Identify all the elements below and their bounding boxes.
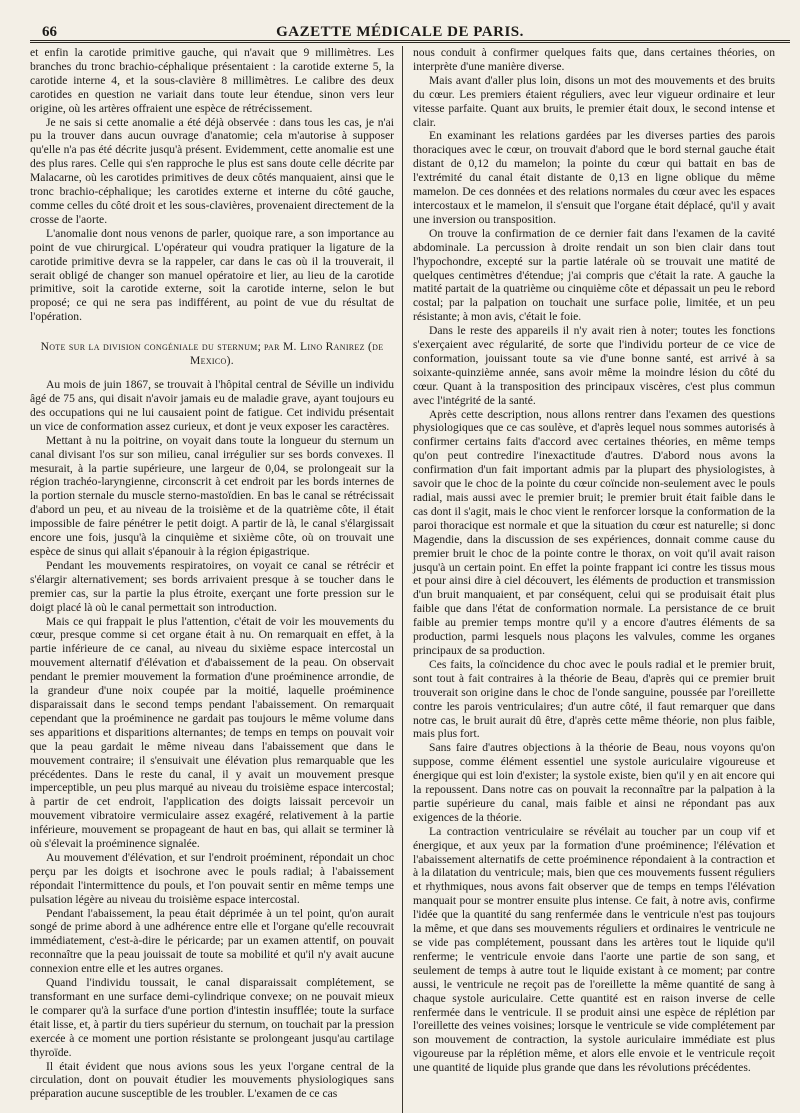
header-rule bbox=[30, 40, 790, 43]
paragraph: Au mois de juin 1867, se trouvait à l'hôpital central de Séville un individu âgé de 75 ans, qui disait n'avoir jamais eu de maladie grave, ayant toujours eu des occupations qui ne lui causaient point de fatigue. Cet individu présentait un vice de conformation assez curieux, et dont je veux exposer les caractères. bbox=[30, 378, 394, 433]
paragraph: Je ne sais si cette anomalie a été déjà observée : dans tous les cas, je n'ai pu la trouver dans aucun ouvrage d'anatomie; cela m'autorise à supposer qu'elle n'a pas été décrite jusqu'à présent. Evidemment, cette anomalie est une des plus rares. Celle qui s'en rapproche le plus est sans doute celle décrite par Malacarne, où les carotides primitives de deux côtés manquaient, ainsi que le tronc brachio-céphalique; les carotides externe et interne du côté gauche, comme celles du côté droit et les sous-clavières, provenaient directement de la crosse de l'aorte. bbox=[30, 115, 394, 226]
paragraph: Pendant les mouvements respiratoires, on voyait ce canal se rétrécir et s'élargir alternativement; ses bords arrivaient presque à se toucher dans le premier cas, sur la partie la plus étroite, exerçant une forte pression sur le doigt placé là où le canal permettait son introduction. bbox=[30, 558, 394, 614]
paragraph: En examinant les relations gardées par les diverses parties des parois thoraciques avec le cœur, on trouvait d'abord que le bord sternal gauche était distant de 0,12 du mamelon; la pointe du cœur qui battait en bas de l'extrémité du canal était distante de 0,13 en ligne oblique du même mamelon. De ces données et des relations normales du cœur avec les espaces intercostaux et le mamelon, il s'ensuit que l'organe était déplacé, qu'il y avait une inversion ou transposition. bbox=[413, 129, 775, 226]
article-title: Note sur la division congéniale du sternum; bbox=[40, 340, 262, 354]
text-columns bbox=[30, 46, 790, 1113]
paragraph: Mais avant d'aller plus loin, disons un mot des mouvements et des bruits du cœur. Les premiers étaient réguliers, avec leur vigueur ordinaire et leur vitesse parfaite. Quant aux bruits, le premier était doux, le second intense et clair. bbox=[413, 73, 775, 129]
running-title: GAZETTE MÉDICALE DE PARIS. bbox=[276, 24, 524, 40]
article-author: par M. Lino Ranirez (de Mexico). bbox=[190, 340, 384, 368]
paragraph: Sans faire d'autres objections à la théorie de Beau, nous voyons qu'on suppose, comme élément essentiel une systole auriculaire vigoureuse et énergique qui est loin d'exister; la systole existe, bien qu'il y en ait encore qui la repoussent. Dans notre cas on pouvait la reconnaître par la palpation à la partie supérieure du canal, mais faible et ainsi ne répondant pas aux exigences de la théorie. bbox=[413, 741, 775, 824]
column-divider bbox=[402, 46, 403, 1113]
paragraph: Pendant l'abaissement, la peau était déprimée à un tel point, qu'on aurait songé de prime abord à une adhérence entre elle et l'organe qu'elle recouvrait immédiatement, c'est-à-dire le péricarde; par un examen attentif, on pouvait reconnaître que la peau jouissait de toute sa mobilité et qu'il n'y avait aucune connexion entre elle et les autres organes. bbox=[30, 906, 394, 976]
article-heading bbox=[34, 340, 390, 368]
paragraph: nous conduit à confirmer quelques faits que, dans certaines théories, on interprète d'une manière diverse. bbox=[413, 46, 775, 73]
paragraph: Mais ce qui frappait le plus l'attention, c'était de voir les mouvements du cœur, presque comme si cet organe était à nu. On remarquait en effet, à la partie inférieure de ce canal, au niveau du sixième espace intercostal un mouvement alternatif d'élévation et d'abaissement de la peau. On observait pendant le premier mouvement la formation d'une proéminence arrondie, de la grandeur d'une noix coupée par la moitié, laquelle proéminence disparaissait dans le second temps pendant l'abaissement. On remarquait cependant que la proéminence ne gardait pas toujours le même volume dans ses apparitions et disparitions alternantes; de temps en temps on pouvait voir que la peau gardait le même niveau dans l'abaissement que dans le mouvement contraire; il s'ensuivait une élévation plus remarquable que les précédentes. Dans le reste du canal, il y avait un mouvement presque imperceptible, un peu plus marqué au niveau du troisième espace intercostal; à partir de cet endroit, l'application des doigts laissait percevoir un mouvement vibratoire vermiculaire assez exagéré, relativement à la partie inférieure, mouvement se propageant de haut en bas, qui allait se terminer là où s'élevait la proéminence signalée. bbox=[30, 614, 394, 851]
paragraph: Ces faits, la coïncidence du choc avec le pouls radial et le premier bruit, sont tout à fait contraires à la théorie de Beau, d'après qui ce premier bruit trouverait son origine dans le choc de l'onde sanguine, poussée par l'oreillette contre les parois ventriculaires; d'un autre côté, il faut remarquer que dans notre cas, le bruit aurait dû être, d'après cette même théorie, non plus faible, mais plus fort. bbox=[413, 657, 775, 741]
paragraph: Au mouvement d'élévation, et sur l'endroit proéminent, répondait un choc perçu par les doigts et isochrone avec le pouls radial; à l'abaissement répondait l'intermittence du pouls, et l'on pouvait sentir en même temps une pulsation légère au niveau du troisième espace intercostal. bbox=[30, 850, 394, 906]
paragraph: et enfin la carotide primitive gauche, qui n'avait que 9 millimètres. Les branches du tronc brachio-céphalique présentaient : la carotide externe 5, la carotide interne 4, et la sous-clavière 8 millimètres. Le calibre des deux carotides en question ne variait dans toute leur étendue, sinon vers leur origine, où les artères offraient une espèce de rétrécissement. bbox=[30, 46, 394, 115]
paragraph: Mettant à nu la poitrine, on voyait dans toute la longueur du sternum un canal divisant l'os sur son milieu, canal irrégulier sur ses bords convexes. Il mesurait, à la partie supérieure, une largeur de 0,04, se prolongeait sur la région trachéo-laryngienne, circonscrit à cet endroit par les bords internes de la portion sternale du muscle sterno-mastoïdien. En bas le canal se rétrécissait d'abord un peu, et au niveau de la troisième et de la quatrième côte, il était impossible de faire pénétrer le petit doigt. A partir de là, le canal s'élargissait encore une fois, jusqu'à la cinquième et sixième côte, où on trouvait une espèce de sinus qui allait s'épanouir à la région épigastrique. bbox=[30, 433, 394, 558]
page-number: 66 bbox=[42, 24, 57, 40]
paragraph: L'anomalie dont nous venons de parler, quoique rare, a son importance au point de vue chirurgical. L'opérateur qui voudra pratiquer la ligature de la carotide primitive devra se la rappeler, car dans le cas où il la trouverait, il serait obligé de changer son manuel opératoire et lier, au lieu de la carotide primitive, soit la carotide externe, soit la carotide interne, selon le but proposé; ce qui ne sera pas indifférent, au point de vue du résultat de l'opération. bbox=[30, 226, 394, 324]
left-column bbox=[30, 46, 400, 1113]
page-header bbox=[10, 10, 790, 38]
paragraph: On trouve la confirmation de ce dernier fait dans l'examen de la cavité abdominale. La percussion à droite rendait un son bien clair dans tout l'hypochondre, excepté sur la partie latérale où se trouvait une matité de quelques centimètres d'étendue; j'ai compris que c'était la rate. A gauche la matité partait de la quatrième ou cinquième côte et dépassait un peu le rebord costal; par la palpation on touchait une surface polie, limitée, et un peu résistante; à mon avis, c'était le foie. bbox=[413, 226, 775, 324]
paragraph: Quand l'individu toussait, le canal disparaissait complétement, se transformant en une surface demi-cylindrique convexe; on ne pouvait mieux le comparer qu'à la surface d'une portion d'intestin insufflée; toute la surface était lisse, et, à partir du tiers supérieur du sternum, on touchait par la pression exercée à ce moment une portion résistante se prolongeant jusqu'au cartilage thyroïde. bbox=[30, 976, 394, 1059]
paragraph: Il était évident que nous avions sous les yeux l'organe central de la circulation, dont on pouvait étudier les mouvements physiologiques sans préparation aucune susceptible de les troubler. L'examen de ce cas bbox=[30, 1059, 394, 1101]
paragraph: La contraction ventriculaire se révélait au toucher par un coup vif et énergique, et aux yeux par la formation d'une proéminence; l'élévation et l'abaissement alternatifs de cette proéminence répondaient à la contraction et à la dilatation du ventricule; mais, bien que ces mouvements fussent réguliers et rhythmiques, nous avons fait observer que de temps en temps l'élévation manquait pour se montrer ensuite plus intense. Ce fait, à notre avis, confirme l'idée que la quantité du sang renfermée dans le ventricule n'est pas toujours la même, et que dans ses mouvements réguliers et ordinaires le ventricule ne se vide pas complétement, poussant dans les artères tout le liquide qu'il renferme; le ventricule envoie dans l'aorte une partie de son sang, et seulement de temps à autre tout le liquide existant à ce moment; par contre aussi, le ventricule ne reçoit pas de l'oreillette la même quantité de sang à chaque systole auriculaire. Cette quantité est en raison inverse de celle renfermée dans le ventricule. Il se produit ainsi une espèce de réplétion par l'oreillette des veines voisines; lorsque le ventricule se vide complétement par son mouvement de contraction, la systole auriculaire immédiate est plus vigoureuse par la réplétion même, et alors elle envoie et le ventricule reçoit une quantité de liquide plus grande que dans les révolutions précédentes. bbox=[413, 824, 775, 1075]
right-column bbox=[405, 46, 775, 1113]
paragraph: Après cette description, nous allons rentrer dans l'examen des questions physiologiques que ce cas soulève, et d'après lequel nous sommes autorisés à confirmer certains faits d'accord avec certaines théories, en même temps qu'on peut contredire l'inexactitude d'autres. D'abord nous avons la confirmation d'un fait important admis par la plupart des physiologistes, à savoir que le choc de la pointe du cœur coïncide non-seulement avec le pouls radial, mais aussi avec le premier bruit; le premier bruit était faible dans le cas dont il s'agit, mais le choc vient le renforcer lorsque la conformation de la paroi thoracique est normale et que la situation du cœur est naturelle; si donc Magendie, dans la discussion de ses expériences, donnait comme cause du premier bruit le choc de la pointe contre le thorax, on voit qu'il avait raison jusqu'à un certain point. En effet la pointe frappant ici contre les tissus mous et pour ainsi dire à ciel découvert, les éléments de production et transmission d'un bruit manquaient, et par conséquent, celui qui se produisait était plus faible que dans l'état de conformation normale. La persistance de ce bruit faible au premier temps montre qu'il y a encore d'autres éléments de sa production, parmi lesquels nous plaçons les valvules, comme les organes principaux de sa production. bbox=[413, 407, 775, 657]
paragraph: Dans le reste des appareils il n'y avait rien à noter; toutes les fonctions s'exerçaient avec régularité, de sorte que l'individu porteur de ce vice de conformation, jouissant toute sa vie d'une bonne santé, est arrivé à sa soixante-quinzième année, sans avoir même la moindre lésion du côté du cœur. Quant à la transposition des principaux viscères, c'est plus commun avec l'intégrité de la santé. bbox=[413, 324, 775, 407]
